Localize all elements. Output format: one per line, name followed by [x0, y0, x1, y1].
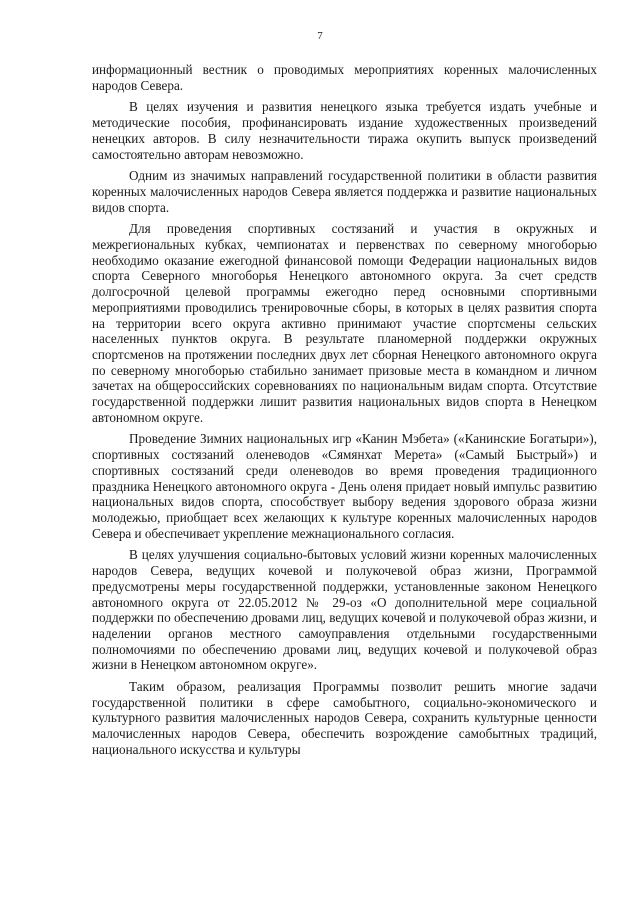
paragraph: В целях улучшения социально-бытовых условий жизни коренных малочисленных народов Севера, ведущих кочевой и полукочевой образ жизни, Программой предусмотрены меры государственной поддержки, установленные законом Ненецкого автономного округа от 22.05.2012 № 29-оз «О дополнительной мере социальной поддержки по обеспечению дровами лиц, ведущих кочевой и полукочевой образ жизни, и наделении органов местного самоуправления отдельными государственными полномочиями по обеспечению дровами лиц, ведущих кочевой и полукочевой образ жизни в Ненецком автономном округе».: [92, 547, 598, 673]
paragraph: Одним из значимых направлений государственной политики в области развития коренных малочисленных народов Севера является поддержка и развитие национальных видов спорта.: [92, 168, 597, 215]
paragraph: информационный вестник о проводимых мероприятиях коренных малочисленных народов Севера.: [92, 62, 597, 93]
paragraph: Таким образом, реализация Программы позволит решить многие задачи государственной политики в сфере самобытного, социально-экономического и культурного развития малочисленных народов Севера, сохранить культурные ценности малочисленных народов Севера, обеспечить возрождение самобытных традиций, национального искусства и культуры: [92, 679, 597, 757]
paragraph: Проведение Зимних национальных игр «Канин Мэбета» («Канинские Богатыри»), спортивных состязаний оленеводов «Сямянхат Мерета» («Самый Быстрый») и спортивных состязаний среди оленеводов во время проведения традиционного праздника Ненецкого автономного округа - День оленя придает новый импульс развитию национальных видов спорта, способствует выбору ведения здорового образа жизни молодежью, приобщает всех желающих к культуре коренных малочисленных народов Севера и обеспечивает укрепление межнационального согласия.: [92, 431, 597, 541]
document-body: [92, 62, 597, 764]
paragraph: В целях изучения и развития ненецкого языка требуется издать учебные и методические пособия, профинансировать издание художественных произведений ненецких авторов. В силу незначительности тиража окупить выпуск произведений самостоятельно авторам невозможно.: [92, 99, 597, 162]
paragraph: Для проведения спортивных состязаний и участия в окружных и межрегиональных кубках, чемпионатах и первенствах по северному многоборью необходимо оказание ежегодной финансовой помощи Федерации национальных видов спорта Северного многоборья Ненецкого автономного округа. За счет средств долгосрочной целевой программы ежегодно перед основными спортивными мероприятиями проводились тренировочные сборы, в которых в целях развития спорта на территории всего округа активно принимают участие спортсмены сельских населенных пунктов округа. В результате планомерной поддержки окружных спортсменов на протяжении последних двух лет сборная Ненецкого автономного округа по северному многоборью стабильно занимает призовые места в командном и личном зачетах на общероссийских соревнованиях по национальным видам спорта. Отсутствие государственной поддержки лишит развития национальных видов спорта в Ненецком автономном округе.: [92, 221, 597, 425]
page-number: 7: [317, 30, 323, 42]
